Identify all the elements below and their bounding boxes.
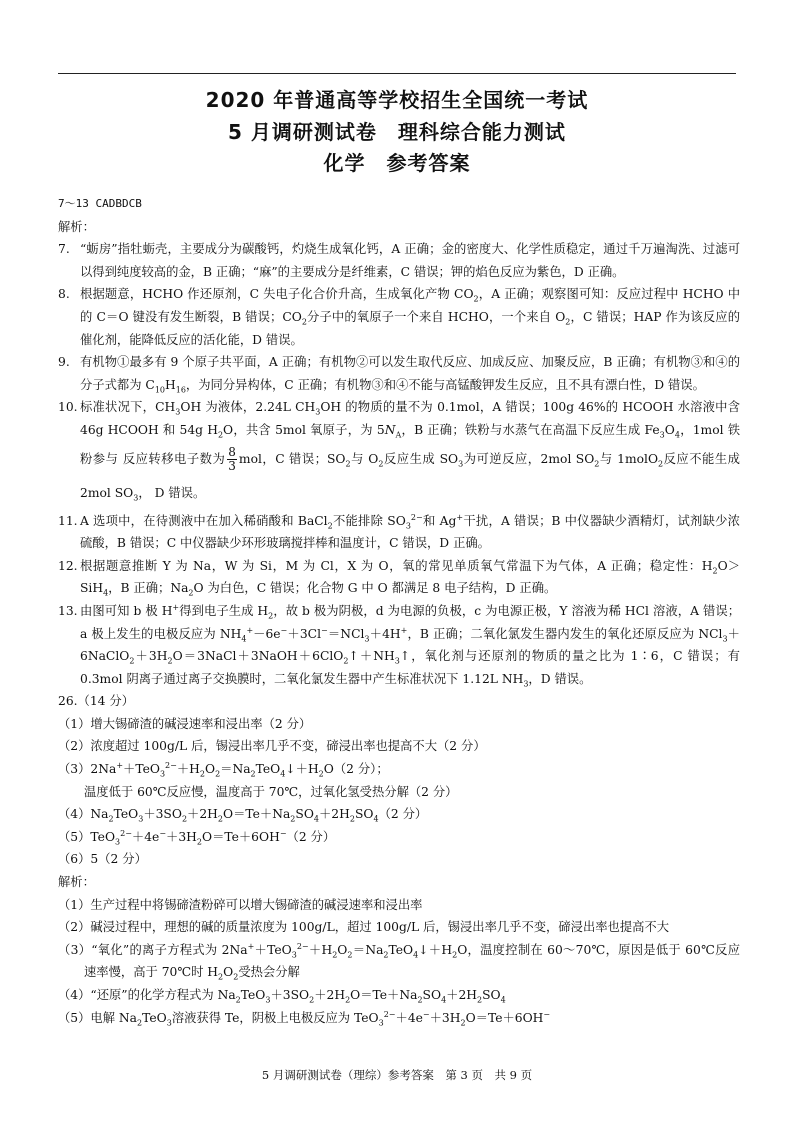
q11-explanation — [58, 510, 740, 555]
exam-subtitle: 5 月调研测试卷 理科综合能力测试 — [228, 120, 566, 144]
fraction-8-3: $\frac{8}{3}$ — [228, 444, 236, 473]
q10-explanation — [58, 396, 740, 509]
q13-text: 由图可知 b 极 H+得到电子生成 $H_2$，故 b 极为阴极，d 为电源的负极，c 为电源正极，Y 溶液为稀 HCl 溶液，A 错误；a 极上发生的电极反应为 $NH_4^+-6e^-+3Cl^-=NCl_3+4H^+$，B 正确；二氧化氯发生器内发生的氧化还原反应为 $NCl_3+6NaClO_2+3H_2O=3NaCl+3NaOH+6ClO_2↑+NH_3↑$，氧化剂与还原剂的物质的量之比为 1∶6，C 错误；有 0.3mol 阴离子通过离子交换膜时，二氧化氯发生器中产生标准状况下 1.12L $NH_3$，D 错误。 — [80, 602, 741, 689]
q11-number: 11. — [58, 513, 78, 528]
q26-heading: 26.（14 分） — [58, 694, 135, 709]
q9-number: 9. — [58, 355, 70, 370]
q8-text: 根据题意，HCHO 作还原剂，C 失电子化合价升高，生成氧化产物 $CO_2$，A 正确；观察图可知：反应过程中 HCHO 中的 C＝O 键没有发生断裂，B 错误；$CO_2$分子中的氧原子一个来自 HCHO，一个来自 $O_2$，C 错误；HAP 作为该反应的催化剂，能降低反应的活化能，D 错误。 — [80, 287, 740, 347]
page-footer: 5 月调研测试卷（理综）参考答案 第 3 页 共 9 页 — [261, 1068, 533, 1082]
q10-text: 标准状况下，$CH_3OH$ 为液体，2.24L $CH_3OH$ 的物质的量不为 0.1mol，A 错误；100g 46%的 HCOOH 水溶液中含 46g HCOOH 和 54g $H_2O$，共含 5mol 氧原子，为 $5N_A$，B 正确；铁粉与水蒸气在高温下反应生成 $Fe_3O_4$，1mol 铁粉参与 反应转移电子数为 $\frac{8}{3}$ mol，C 错误；$SO_2$与 $O_2$反应生成 $SO_3$为可逆反应，2mol $SO_2$与 1molO$_2$反应不能生成 2mol $SO_3$， D 错误。 — [80, 400, 740, 502]
q26-answer-1: （1）增大锡碲渣的碱浸速率和浸出率（2 分） — [58, 716, 312, 731]
q26-answer-4: $(4)Na_2TeO_3+3SO_2+2H_2O=Te+Na_2SO_4+2H_2SO_4(2$ 分） — [58, 807, 428, 824]
subject-title: 化学 参考答案 — [323, 151, 471, 175]
q26-answer-5: $(5)TeO_3^{2-}+4e^-+3H_2O=Te+6OH^-(2$ 分） — [58, 828, 336, 847]
q26-answer-2: （2）浓度超过 100g/L 后，锡浸出率几乎不变，碲浸出率也提高不大（2 分） — [58, 739, 486, 754]
q12-number: 12. — [58, 558, 78, 573]
q13-explanation — [58, 600, 740, 690]
q8-number: 8. — [58, 287, 70, 302]
q11-text: A 选项中，在待测液中在加入稀硝酸和 BaCl$_2$不能排除 $SO_3^{2-}$和 Ag+干扰，A 错误；B 中仪器缺少酒精灯，试剂缺少浓硫酸，B 错误；C 中仪器缺少环形玻璃搅拌棒和温度计，C 错误，D 正确。 — [80, 512, 740, 551]
q7-explanation — [58, 238, 740, 283]
choice-answers: 7～13 CADBDCB — [58, 197, 142, 210]
q9-explanation — [58, 351, 740, 396]
analysis2-label: 解析： — [58, 875, 95, 890]
analysis-label: 解析： — [58, 219, 95, 234]
answer-body — [58, 193, 740, 1029]
q26-answer-6: （6）5（2 分） — [58, 852, 147, 867]
exam-title: 2020 年普通高等学校招生全国统一考试 — [205, 88, 589, 112]
q10-number: 10. — [58, 400, 78, 415]
q13-number: 13. — [58, 603, 78, 618]
analysis2-3: （3）“氧化”的离子方程式为 $2Na^++TeO_3^{2-}+H_2O_2=Na_2TeO_4↓+H_2O$，温度控制在 60～70℃，原因是低于 60℃反应速率慢，高于 70℃时 $H_2O_2$受热会分解 — [58, 941, 740, 982]
top-rule — [58, 73, 736, 74]
q12-explanation — [58, 555, 740, 600]
q26-answer-3-reason: 温度低于 60℃反应慢，温度高于 70℃，过氧化氢受热分解（2 分） — [84, 784, 458, 799]
analysis2-2: （2）碱浸过程中，理想的碱的质量浓度为 100g/L，超过 100g/L 后，锡浸出率几乎不变，碲浸出率也提高不大 — [58, 920, 670, 935]
q9-text: 有机物①最多有 9 个原子共平面，A 正确；有机物②可以发生取代反应、加成反应、加聚反应，B 正确；有机物③和④的分子式都为 $C_{10}H_{16}$，为同分异构体，C 正确；有机物③和④不能与高锰酸钾发生反应，且不具有漂白性，D 错误。 — [80, 355, 740, 395]
analysis2-1: （1）生产过程中将锡碲渣粉碎可以增大锡碲渣的碱浸速率和浸出率 — [58, 897, 423, 912]
analysis2-5: （5）电解 $Na_2TeO_3$溶液获得 Te，阴极上电极反应为 $TeO_3^{2-}+4e^-+3H_2O=Te+6OH^-$ — [58, 1009, 551, 1028]
q12-text: 根据题意推断 Y 为 Na，W 为 Si，M 为 Cl，X 为 O，氧的常见单质氧气常温下为气体，A 正确；稳定性：$H_2O>SiH_4$，B 正确；$Na_2O$ 为白色，C 错误；化合物 G 中 O 都满足 8 电子结构，D 正确。 — [80, 558, 740, 598]
analysis2-4: （4）“还原”的化学方程式为 $Na_2TeO_3+3SO_2+2H_2O=Te+Na_2SO_4+2H_2SO_4$ — [58, 988, 506, 1005]
q7-number: 7. — [58, 242, 70, 257]
q8-explanation — [58, 283, 740, 351]
q7-text: “蛎房”指牡蛎壳，主要成分为碳酸钙，灼烧生成氧化钙，A 正确；金的密度大、化学性质稳定，通过千万遍淘洗、过滤可以得到纯度较高的金，B 正确；“麻”的主要成分是纤维素，C 错误；钾的焰色反应为紫色，D 正确。 — [80, 242, 740, 279]
q26-answer-3: $(3)2Na^++TeO_3^{2-}+H_2O_2=Na_2TeO_4↓+H_2O(2$ 分）； — [58, 760, 389, 779]
